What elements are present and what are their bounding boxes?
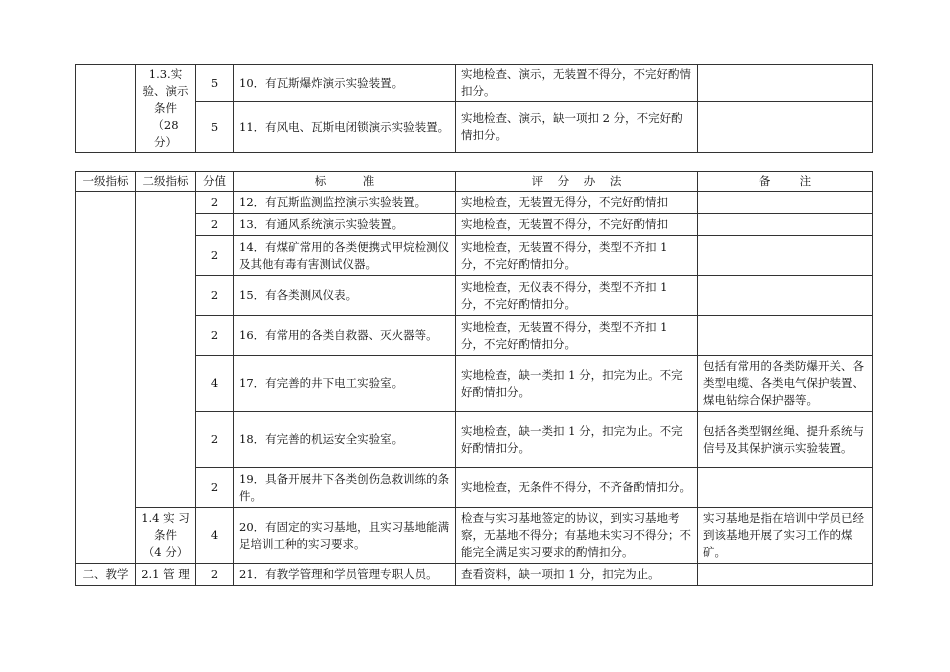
note-cell: 包括各类型钢丝绳、提升系统与信号及其保护演示实验装置。 [698,412,873,468]
table-row [76,356,873,412]
standard-cell: 14．有煤矿常用的各类便携式甲烷检测仪及其他有毒有害测试仪器。 [234,236,456,276]
note-cell [698,276,873,316]
score-cell: 2 [196,214,234,236]
method-cell: 实地检查，无装置不得分，类型不齐扣 1 分，不完好酌情扣分。 [456,316,698,356]
note-cell [698,468,873,508]
table-row [76,412,873,468]
score-cell: 4 [196,356,234,412]
score-cell: 2 [196,468,234,508]
standard-cell: 19．具备开展井下各类创伤急救训练的条件。 [234,468,456,508]
score-cell: 4 [196,508,234,564]
table-row [76,564,873,586]
header-score: 分值 [196,172,234,192]
score-cell: 2 [196,412,234,468]
standard-cell: 13．有通风系统演示实验装置。 [234,214,456,236]
standard-cell: 17．有完善的井下电工实验室。 [234,356,456,412]
method-cell: 实地检查，缺一类扣 1 分，扣完为止。不完好酌情扣分。 [456,412,698,468]
standard-cell: 20．有固定的实习基地，且实习基地能满足培训工种的实习要求。 [234,508,456,564]
standard-cell: 12．有瓦斯监测监控演示实验装置。 [234,192,456,214]
header-level1: 一级指标 [76,172,136,192]
level2-cell-1-3: 1.3.实 验、演示 条件 （28 分） [136,65,196,153]
level2-cell-1-4: 1.4 实 习 条件 （4 分） [136,508,196,564]
level1-cell-empty [76,192,136,564]
score-cell: 5 [196,102,234,153]
note-cell [698,316,873,356]
table-row [76,192,873,214]
method-cell: 实地检查、演示，无装置不得分，不完好酌情扣分。 [456,65,698,102]
header-level2: 二级指标 [136,172,196,192]
method-cell: 实地检查，无装置无得分，不完好酌情扣 [456,192,698,214]
level2-cell-empty [136,192,196,508]
score-cell: 2 [196,316,234,356]
level1-cell-teaching: 二、教学 [76,564,136,586]
note-cell [698,192,873,214]
table-row [76,236,873,276]
method-cell: 实地检查，无仪表不得分，类型不齐扣 1 分，不完好酌情扣分。 [456,276,698,316]
note-cell [698,564,873,586]
note-cell [698,214,873,236]
header-note: 备 注 [698,172,873,192]
method-cell: 查看资料，缺一项扣 1 分，扣完为止。 [456,564,698,586]
header-method: 评 分 办 法 [456,172,698,192]
note-cell [698,102,873,153]
method-cell: 实地检查、演示，缺一项扣 2 分，不完好酌情扣分。 [456,102,698,153]
score-cell: 2 [196,236,234,276]
table-row [76,214,873,236]
table-row [76,276,873,316]
note-cell [698,236,873,276]
note-cell: 包括有常用的各类防爆开关、各类型电缆、各类电气保护装置、煤电钻综合保护器等。 [698,356,873,412]
top-table-fragment [75,64,873,153]
method-cell: 检查与实习基地签定的协议，到实习基地考察，无基地不得分；有基地未实习不得分；不能完全满足实习要求的酌情扣分。 [456,508,698,564]
level1-cell-empty [76,65,136,153]
level2-cell-2-1: 2.1 管 理 [136,564,196,586]
table-row [76,468,873,508]
table-header-row [76,172,873,192]
table-row [76,316,873,356]
standard-cell: 11．有风电、瓦斯电闭锁演示实验装置。 [234,102,456,153]
score-cell: 2 [196,564,234,586]
header-standard: 标 准 [234,172,456,192]
note-cell: 实习基地是指在培训中学员已经到该基地开展了实习工作的煤矿。 [698,508,873,564]
score-cell: 2 [196,192,234,214]
method-cell: 实地检查，无装置不得分，不完好酌情扣 [456,214,698,236]
method-cell: 实地检查，无装置不得分，类型不齐扣 1 分，不完好酌情扣分。 [456,236,698,276]
method-cell: 实地检查，缺一类扣 1 分，扣完为止。不完好酌情扣分。 [456,356,698,412]
note-cell [698,65,873,102]
scoring-table [75,171,873,586]
table-row [76,508,873,564]
standard-cell: 21．有教学管理和学员管理专职人员。 [234,564,456,586]
score-cell: 2 [196,276,234,316]
method-cell: 实地检查，无条件不得分，不齐备酌情扣分。 [456,468,698,508]
standard-cell: 15．有各类测风仪表。 [234,276,456,316]
standard-cell: 10．有瓦斯爆炸演示实验装置。 [234,65,456,102]
standard-cell: 18．有完善的机运安全实验室。 [234,412,456,468]
score-cell: 5 [196,65,234,102]
standard-cell: 16．有常用的各类自救器、灭火器等。 [234,316,456,356]
